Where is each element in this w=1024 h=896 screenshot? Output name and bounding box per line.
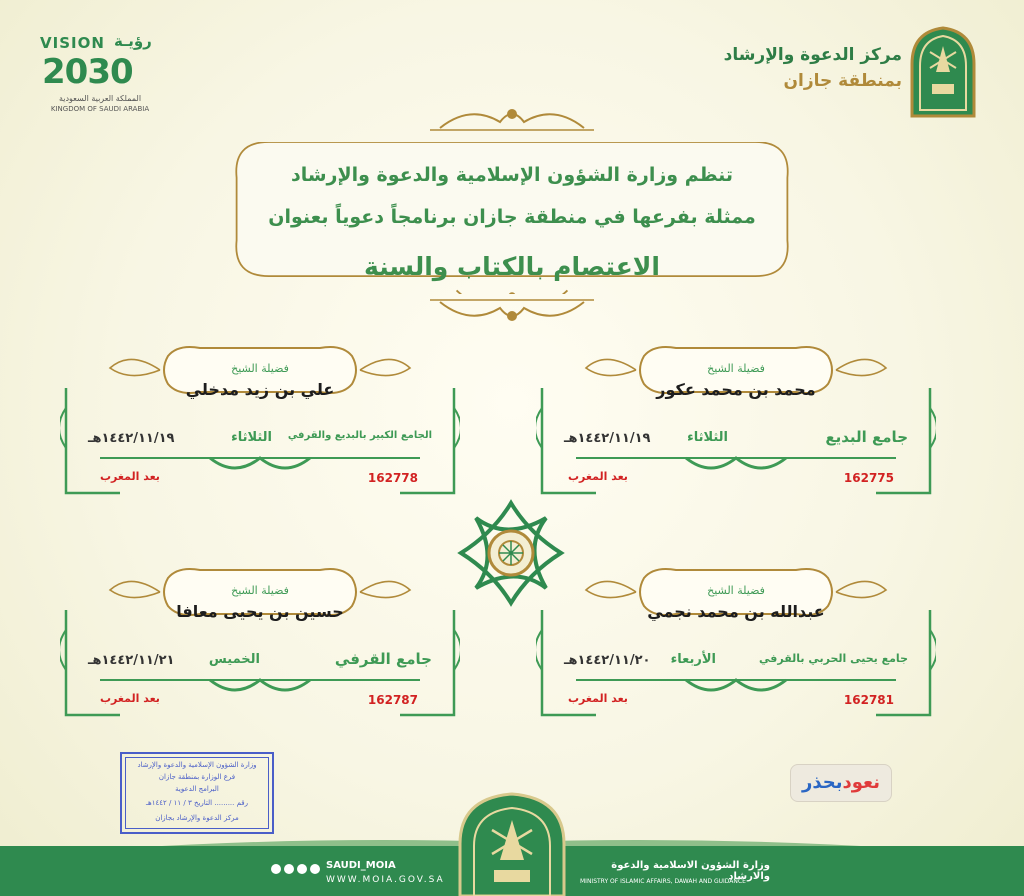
- mosque-name: جامع القرفي: [334, 650, 432, 668]
- title-line3: الاعتصام بالكتاب والسنة: [364, 252, 660, 281]
- mosque-name: جامع البديع: [825, 428, 908, 446]
- footer-emblem-icon: [452, 790, 572, 896]
- title-line2: ممثلة بفرعها في منطقة جازان برنامجاً دعوياً بعنوان: [268, 206, 756, 228]
- lecture-date: ١٤٤٢/١١/٢١هـ: [88, 653, 175, 668]
- sheikh-name: علي بن زيد مدخلي: [185, 380, 335, 399]
- lecture-card: [536, 560, 936, 725]
- mosque-name: جامع يحيى الحربي بالقرفي: [759, 652, 908, 665]
- lecture-day: الثلاثاء: [687, 430, 728, 445]
- lecture-day: الخميس: [208, 652, 260, 667]
- sheikh-name: عبدالله بن محمد نجمي: [647, 602, 825, 621]
- naoud-bihathar-badge: [790, 764, 892, 802]
- sheikh-label: فضيلة الشيخ: [231, 362, 289, 375]
- lecture-number: 162775: [843, 471, 894, 485]
- lecture-date: ١٤٤٢/١١/١٩هـ: [564, 431, 651, 446]
- social-icons[interactable]: [270, 862, 322, 874]
- stamp-line3: البرامج الدعوية: [175, 785, 219, 793]
- center-name: [724, 42, 902, 94]
- lecture-card: [60, 560, 460, 725]
- footer-ministry-en: MINISTRY OF ISLAMIC AFFAIRS, DAWAH AND GUIDANCE: [580, 878, 746, 885]
- lecture-card: [60, 338, 460, 503]
- vision-arabic: رؤيـة: [114, 32, 152, 50]
- vision-country-en: KINGDOM OF SAUDI ARABIA: [50, 105, 150, 113]
- stamp-line1: وزارة الشؤون الإسلامية والدعوة والإرشاد: [137, 761, 257, 769]
- lecture-date: ١٤٤٢/١١/٢٠هـ: [564, 653, 651, 668]
- sheikh-label: فضيلة الشيخ: [231, 584, 289, 597]
- vision-2030-logo: [28, 30, 158, 113]
- sheikh-name: محمد بن محمد عكور: [656, 380, 816, 399]
- lecture-day: الأربعاء: [670, 652, 716, 667]
- title-bottom-ornament: [430, 296, 594, 332]
- vision-country-ar: المملكة العربية السعودية: [58, 94, 142, 103]
- stamp-line2: فرع الوزارة بمنطقة جازان: [158, 773, 236, 781]
- stamp-line5: مركز الدعوة والإرشاد بجازان: [155, 814, 239, 822]
- center-name-line2: بمنطقة جازان: [783, 71, 902, 91]
- sheikh-label: فضيلة الشيخ: [707, 584, 765, 597]
- ministry-emblem-icon: [906, 24, 980, 118]
- center-name-line1: مركز الدعوة والإرشاد: [723, 45, 902, 65]
- lecture-number: 162778: [367, 471, 418, 485]
- vision-word: VISION: [40, 34, 105, 52]
- footer-website[interactable]: WWW.MOIA.GOV.SA: [326, 875, 445, 885]
- lecture-time: بعد المغرب: [100, 692, 160, 705]
- lecture-day: الثلاثاء: [231, 430, 272, 445]
- footer-ministry-ar: وزارة الشؤون الاسلامية والدعوة والارشاد: [611, 860, 770, 882]
- lecture-time: بعد المغرب: [100, 470, 160, 483]
- title-line1: تنظم وزارة الشؤون الإسلامية والدعوة والإرشاد: [290, 164, 734, 186]
- lecture-time: بعد المغرب: [568, 470, 628, 483]
- official-stamp: [120, 752, 274, 834]
- mosque-name: الجامع الكبير بالبديع والقرفي: [287, 430, 432, 441]
- rosette-ornament-icon: [456, 498, 566, 608]
- lecture-number: 162787: [367, 693, 418, 707]
- sheikh-name: حسين بن يحيى معافا: [176, 602, 344, 621]
- stamp-line4: رقم ......... التاريخ ٣ / ١١ / ١٤٤٢هـ: [146, 799, 248, 807]
- lecture-number: 162781: [843, 693, 894, 707]
- badge-part1: نعود: [842, 772, 880, 793]
- footer-handle[interactable]: SAUDI_MOIA: [326, 860, 396, 871]
- vision-year: 2030: [42, 52, 133, 92]
- title-top-ornament: [430, 100, 594, 136]
- lecture-date: ١٤٤٢/١١/١٩هـ: [88, 431, 175, 446]
- badge-part2: بحذر: [802, 772, 843, 793]
- sheikh-label: فضيلة الشيخ: [707, 362, 765, 375]
- lecture-time: بعد المغرب: [568, 692, 628, 705]
- lecture-card: [536, 338, 936, 503]
